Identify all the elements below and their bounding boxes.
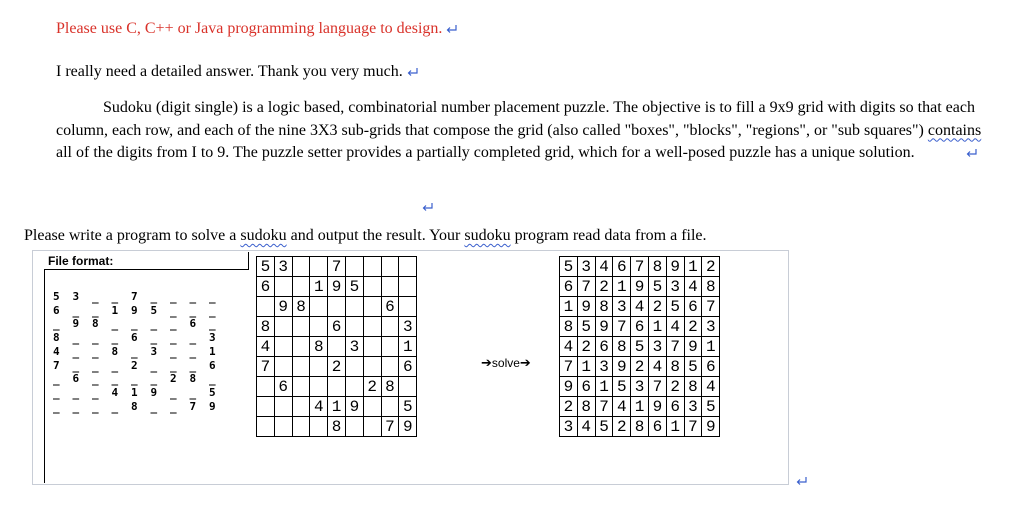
file-format-blank: _ bbox=[189, 345, 197, 359]
puzzle-cell bbox=[399, 277, 417, 297]
solution-cell: 1 bbox=[613, 277, 631, 297]
file-format-blank: _ bbox=[209, 373, 216, 387]
file-format-digit: 1 bbox=[111, 303, 119, 317]
puzzle-row bbox=[257, 417, 417, 437]
file-format-blank: _ bbox=[131, 373, 138, 387]
solution-cell: 4 bbox=[684, 277, 702, 297]
file-format-digit: 5 bbox=[150, 303, 158, 317]
file-format-block bbox=[44, 270, 250, 483]
solution-cell: 5 bbox=[613, 377, 631, 397]
file-format-digit: 6 bbox=[53, 303, 60, 317]
file-format-blank: _ bbox=[72, 345, 80, 359]
solution-cell: 3 bbox=[702, 317, 720, 337]
puzzle-cell bbox=[292, 257, 310, 277]
puzzle-cell: 7 bbox=[381, 417, 399, 437]
solution-cell: 5 bbox=[577, 317, 595, 337]
solution-row bbox=[560, 337, 720, 357]
paragraph-mark-icon bbox=[919, 142, 978, 165]
puzzle-cell bbox=[274, 317, 292, 337]
file-format-blank: _ bbox=[189, 304, 197, 318]
file-format-digit: 6 bbox=[72, 372, 80, 386]
solution-cell: 4 bbox=[666, 317, 684, 337]
solution-cell: 7 bbox=[595, 397, 613, 417]
solution-cell: 5 bbox=[631, 337, 649, 357]
puzzle-cell bbox=[292, 397, 310, 417]
file-format-blank: _ bbox=[92, 345, 99, 359]
puzzle-cell bbox=[381, 397, 399, 417]
paragraph-mark-icon bbox=[446, 20, 458, 38]
puzzle-cell bbox=[310, 357, 328, 377]
puzzle-cell bbox=[381, 257, 399, 277]
file-format-digit: 8 bbox=[111, 344, 119, 358]
puzzle-cell bbox=[399, 377, 417, 397]
solution-cell: 6 bbox=[613, 257, 631, 277]
file-format-digit: 8 bbox=[189, 372, 197, 386]
puzzle-cell: 6 bbox=[381, 297, 399, 317]
file-format-digit: 8 bbox=[92, 317, 99, 331]
file-format-blank: _ bbox=[111, 291, 119, 304]
solution-cell: 2 bbox=[595, 277, 613, 297]
file-format-blank: _ bbox=[111, 359, 119, 373]
puzzle-row bbox=[257, 297, 417, 317]
solution-cell: 6 bbox=[577, 377, 595, 397]
task-line bbox=[24, 227, 707, 245]
puzzle-cell bbox=[363, 357, 381, 377]
puzzle-cell bbox=[310, 257, 328, 277]
puzzle-cell: 3 bbox=[399, 317, 417, 337]
file-format-digit: 7 bbox=[53, 358, 60, 372]
file-format-digit: 7 bbox=[131, 290, 138, 303]
file-format-blank: _ bbox=[150, 332, 158, 346]
paragraph-mark-icon bbox=[407, 63, 419, 81]
solution-cell: 2 bbox=[648, 297, 666, 317]
file-format-blank: _ bbox=[53, 373, 60, 387]
solution-row bbox=[560, 277, 720, 297]
solution-cell: 1 bbox=[666, 417, 684, 437]
solution-row bbox=[560, 357, 720, 377]
solution-cell: 5 bbox=[560, 257, 578, 277]
puzzle-cell bbox=[292, 357, 310, 377]
solution-cell: 1 bbox=[560, 297, 578, 317]
solution-row bbox=[560, 297, 720, 317]
file-format-digit: 1 bbox=[209, 344, 216, 358]
solve-arrow: ➔solve➔ bbox=[481, 355, 531, 370]
file-format-digit: 9 bbox=[209, 399, 216, 413]
puzzle-cell bbox=[274, 277, 292, 297]
solution-cell: 1 bbox=[684, 257, 702, 277]
puzzle-cell: 9 bbox=[274, 297, 292, 317]
puzzle-grid bbox=[256, 256, 417, 437]
file-format-blank: _ bbox=[189, 359, 197, 373]
file-format-digit: 8 bbox=[53, 331, 60, 345]
puzzle-cell bbox=[292, 337, 310, 357]
puzzle-cell bbox=[292, 317, 310, 337]
solution-cell: 6 bbox=[666, 397, 684, 417]
puzzle-cell bbox=[381, 277, 399, 297]
file-format-line bbox=[45, 331, 250, 344]
solution-row bbox=[560, 257, 720, 277]
puzzle-cell bbox=[310, 317, 328, 337]
puzzle-row bbox=[257, 277, 417, 297]
file-format-blank: _ bbox=[72, 386, 80, 400]
solution-cell: 4 bbox=[613, 397, 631, 417]
description-text-1: Sudoku (digit single) is a logic based, combinatorial number placement puzzle. The objective is to fill a 9x9 grid with digits so that each column, each row, and each of the nine 3X3 sub-grids that compose the grid (also called "boxes", "blocks", "regions", or "sub squares") bbox=[56, 99, 975, 139]
puzzle-cell bbox=[257, 417, 275, 437]
puzzle-cell bbox=[363, 417, 381, 437]
solution-cell: 7 bbox=[613, 317, 631, 337]
solution-cell: 2 bbox=[560, 397, 578, 417]
puzzle-cell: 5 bbox=[345, 277, 363, 297]
paragraph-mark-icon bbox=[422, 198, 434, 216]
solution-cell: 9 bbox=[684, 337, 702, 357]
puzzle-cell bbox=[399, 257, 417, 277]
puzzle-cell bbox=[363, 317, 381, 337]
solution-cell: 1 bbox=[631, 397, 649, 417]
puzzle-cell bbox=[257, 397, 275, 417]
file-format-blank: _ bbox=[72, 332, 80, 346]
solution-cell: 9 bbox=[702, 417, 720, 437]
detail-line bbox=[56, 63, 419, 81]
file-format-blank: _ bbox=[92, 332, 99, 346]
file-format-blank: _ bbox=[170, 345, 177, 359]
file-format-blank: _ bbox=[92, 304, 99, 318]
puzzle-cell bbox=[345, 297, 363, 317]
file-format-blank: _ bbox=[131, 345, 138, 359]
puzzle-cell bbox=[381, 317, 399, 337]
file-format-digit: 5 bbox=[209, 385, 216, 399]
file-format-blank: _ bbox=[170, 359, 177, 373]
file-format-blank: _ bbox=[92, 386, 99, 400]
solution-cell: 9 bbox=[666, 257, 684, 277]
solution-cell: 7 bbox=[666, 337, 684, 357]
solution-cell: 5 bbox=[648, 277, 666, 297]
solution-cell: 4 bbox=[631, 297, 649, 317]
puzzle-cell bbox=[363, 277, 381, 297]
file-format-blank: _ bbox=[111, 332, 119, 346]
file-format-digit: 9 bbox=[72, 317, 80, 331]
request-text: Please use C, C++ or Java programming language to design. bbox=[56, 20, 443, 37]
file-format-digit: 3 bbox=[72, 290, 80, 303]
puzzle-cell: 9 bbox=[345, 397, 363, 417]
puzzle-cell bbox=[274, 357, 292, 377]
puzzle-cell bbox=[292, 417, 310, 437]
solution-cell: 5 bbox=[702, 397, 720, 417]
task-text-3: program read data from a file. bbox=[510, 227, 707, 244]
file-format-line bbox=[45, 345, 250, 358]
solution-cell: 4 bbox=[648, 357, 666, 377]
puzzle-row bbox=[257, 357, 417, 377]
puzzle-cell bbox=[399, 297, 417, 317]
puzzle-cell: 7 bbox=[257, 357, 275, 377]
file-format-blank: _ bbox=[111, 318, 119, 332]
puzzle-cell: 6 bbox=[399, 357, 417, 377]
solve-label: solve bbox=[491, 356, 520, 370]
puzzle-cell: 8 bbox=[310, 337, 328, 357]
file-format-blank: _ bbox=[150, 359, 158, 373]
solution-cell: 1 bbox=[648, 317, 666, 337]
puzzle-cell bbox=[363, 397, 381, 417]
puzzle-row bbox=[257, 257, 417, 277]
solution-cell: 6 bbox=[684, 297, 702, 317]
file-format-line bbox=[45, 400, 250, 413]
puzzle-cell bbox=[310, 377, 328, 397]
puzzle-cell: 8 bbox=[381, 377, 399, 397]
solution-cell: 9 bbox=[631, 277, 649, 297]
puzzle-cell bbox=[328, 377, 346, 397]
file-format-digit: 6 bbox=[131, 331, 138, 345]
description-contains-word: contains bbox=[927, 121, 982, 139]
file-format-blank: _ bbox=[170, 304, 177, 318]
figure-return-mark bbox=[792, 472, 808, 490]
file-format-digit: 6 bbox=[189, 317, 197, 331]
file-format-blank: _ bbox=[92, 400, 99, 414]
puzzle-cell bbox=[310, 417, 328, 437]
puzzle-cell bbox=[363, 257, 381, 277]
puzzle-cell: 8 bbox=[292, 297, 310, 317]
puzzle-cell: 5 bbox=[399, 397, 417, 417]
solution-cell: 6 bbox=[560, 277, 578, 297]
file-format-blank: _ bbox=[53, 400, 60, 414]
file-format-line bbox=[45, 290, 250, 303]
puzzle-cell: 8 bbox=[328, 417, 346, 437]
file-format-blank: _ bbox=[92, 359, 99, 373]
file-format-blank: _ bbox=[72, 359, 80, 373]
puzzle-cell: 3 bbox=[345, 337, 363, 357]
file-format-blank: _ bbox=[189, 291, 197, 304]
file-format-line bbox=[45, 372, 250, 385]
request-line bbox=[56, 20, 458, 38]
solution-cell: 8 bbox=[702, 277, 720, 297]
file-format-blank: _ bbox=[189, 332, 197, 346]
file-format-blank: _ bbox=[53, 386, 60, 400]
solution-cell: 8 bbox=[613, 337, 631, 357]
solution-cell: 8 bbox=[666, 357, 684, 377]
file-format-digit: 4 bbox=[111, 385, 119, 399]
file-format-digit: 5 bbox=[53, 290, 60, 303]
file-format-label: File format: bbox=[44, 252, 249, 270]
puzzle-row bbox=[257, 337, 417, 357]
file-format-line bbox=[45, 304, 250, 317]
task-text-2: and output the result. Your bbox=[286, 227, 465, 244]
solution-cell: 2 bbox=[613, 417, 631, 437]
solution-cell: 3 bbox=[666, 277, 684, 297]
puzzle-cell bbox=[328, 297, 346, 317]
puzzle-row bbox=[257, 397, 417, 417]
puzzle-cell: 2 bbox=[328, 357, 346, 377]
solution-cell: 6 bbox=[631, 317, 649, 337]
solution-cell: 3 bbox=[613, 297, 631, 317]
solution-cell: 4 bbox=[577, 417, 595, 437]
solution-cell: 8 bbox=[631, 417, 649, 437]
puzzle-cell bbox=[328, 337, 346, 357]
file-format-blank: _ bbox=[209, 304, 216, 318]
puzzle-cell bbox=[345, 357, 363, 377]
solution-cell: 8 bbox=[577, 397, 595, 417]
file-format-line bbox=[45, 386, 250, 399]
puzzle-cell: 1 bbox=[399, 337, 417, 357]
puzzle-cell: 8 bbox=[257, 317, 275, 337]
solution-cell: 6 bbox=[702, 357, 720, 377]
file-format-line bbox=[45, 359, 250, 372]
detail-text: I really need a detailed answer. Thank you very much. bbox=[56, 63, 403, 80]
puzzle-cell: 4 bbox=[310, 397, 328, 417]
empty-paragraph bbox=[418, 198, 434, 216]
file-format-digit: 4 bbox=[53, 344, 60, 358]
task-sudoku-word: sudoku bbox=[464, 227, 511, 244]
file-format-blank: _ bbox=[209, 291, 216, 304]
file-format-blank: _ bbox=[92, 291, 99, 304]
puzzle-cell bbox=[257, 297, 275, 317]
solution-cell: 1 bbox=[595, 377, 613, 397]
solution-cell: 3 bbox=[577, 257, 595, 277]
file-format-line bbox=[45, 317, 250, 330]
solution-cell: 1 bbox=[577, 357, 595, 377]
puzzle-cell: 1 bbox=[310, 277, 328, 297]
file-format-digit: 7 bbox=[189, 399, 197, 413]
solution-cell: 3 bbox=[631, 377, 649, 397]
solution-cell: 8 bbox=[648, 257, 666, 277]
puzzle-cell bbox=[363, 337, 381, 357]
solution-cell: 2 bbox=[666, 377, 684, 397]
puzzle-cell bbox=[257, 377, 275, 397]
file-format-digit: 6 bbox=[209, 358, 216, 372]
solution-cell: 5 bbox=[684, 357, 702, 377]
task-text-1: Please write a program to solve a bbox=[24, 227, 241, 244]
file-format-blank: _ bbox=[170, 386, 177, 400]
solution-cell: 8 bbox=[560, 317, 578, 337]
file-format-blank: _ bbox=[170, 400, 177, 414]
file-format-digit: 8 bbox=[131, 399, 138, 413]
solution-cell: 2 bbox=[684, 317, 702, 337]
description-text-2: all of the digits from I to 9. The puzzle setter provides a partially completed grid, which for a well-posed puzzle has a unique solution. bbox=[56, 144, 915, 161]
file-format-blank: _ bbox=[150, 291, 158, 304]
file-format-digit: 2 bbox=[170, 372, 177, 386]
puzzle-cell bbox=[345, 317, 363, 337]
solution-cell: 9 bbox=[595, 317, 613, 337]
file-format-blank: _ bbox=[170, 291, 177, 304]
solution-cell: 2 bbox=[702, 257, 720, 277]
solution-cell: 7 bbox=[684, 417, 702, 437]
puzzle-cell bbox=[381, 337, 399, 357]
solution-cell: 6 bbox=[595, 337, 613, 357]
puzzle-cell: 9 bbox=[399, 417, 417, 437]
file-format-blank: _ bbox=[92, 373, 99, 387]
file-format-blank: _ bbox=[53, 318, 60, 332]
solution-cell: 7 bbox=[648, 377, 666, 397]
solution-cell: 4 bbox=[702, 377, 720, 397]
solution-row bbox=[560, 377, 720, 397]
file-format-blank: _ bbox=[72, 400, 80, 414]
solution-row bbox=[560, 397, 720, 417]
file-format-digit: 3 bbox=[209, 331, 216, 345]
file-format-blank: _ bbox=[150, 318, 158, 332]
puzzle-cell bbox=[345, 417, 363, 437]
file-format-blank: _ bbox=[72, 304, 80, 318]
file-format-blank: _ bbox=[209, 318, 216, 332]
solution-cell: 4 bbox=[560, 337, 578, 357]
solution-cell: 5 bbox=[595, 417, 613, 437]
puzzle-cell: 2 bbox=[363, 377, 381, 397]
file-format-blank: _ bbox=[150, 373, 158, 387]
solution-cell: 3 bbox=[560, 417, 578, 437]
solution-cell: 2 bbox=[631, 357, 649, 377]
file-format-digit: 2 bbox=[131, 358, 138, 372]
file-format-blank: _ bbox=[150, 400, 158, 414]
description-paragraph bbox=[56, 97, 986, 165]
puzzle-row bbox=[257, 317, 417, 337]
puzzle-cell: 4 bbox=[257, 337, 275, 357]
solution-cell: 4 bbox=[595, 257, 613, 277]
solution-cell: 3 bbox=[648, 337, 666, 357]
solution-cell: 9 bbox=[613, 357, 631, 377]
solution-cell: 8 bbox=[684, 377, 702, 397]
solution-cell: 5 bbox=[666, 297, 684, 317]
puzzle-cell bbox=[345, 257, 363, 277]
puzzle-cell: 6 bbox=[328, 317, 346, 337]
solution-cell: 9 bbox=[577, 297, 595, 317]
solution-cell: 2 bbox=[577, 337, 595, 357]
file-format-blank: _ bbox=[111, 373, 119, 387]
puzzle-cell bbox=[363, 297, 381, 317]
solution-cell: 8 bbox=[595, 297, 613, 317]
puzzle-cell bbox=[274, 397, 292, 417]
solution-cell: 7 bbox=[577, 277, 595, 297]
solution-row bbox=[560, 417, 720, 437]
file-format-blank: _ bbox=[189, 386, 197, 400]
solution-cell: 9 bbox=[560, 377, 578, 397]
puzzle-cell: 1 bbox=[328, 397, 346, 417]
file-format-blank: _ bbox=[170, 332, 177, 346]
puzzle-cell: 3 bbox=[274, 257, 292, 277]
solution-cell: 1 bbox=[702, 337, 720, 357]
solution-cell: 7 bbox=[631, 257, 649, 277]
file-format-blank: _ bbox=[131, 318, 138, 332]
puzzle-cell: 5 bbox=[257, 257, 275, 277]
solution-grid bbox=[559, 256, 720, 437]
puzzle-cell bbox=[292, 377, 310, 397]
paragraph-mark-icon bbox=[796, 472, 808, 490]
puzzle-cell bbox=[345, 377, 363, 397]
file-format-digit: 3 bbox=[150, 344, 158, 358]
file-format-blank: _ bbox=[111, 400, 119, 414]
puzzle-cell bbox=[274, 337, 292, 357]
solution-cell: 3 bbox=[684, 397, 702, 417]
solution-cell: 7 bbox=[702, 297, 720, 317]
file-format-blank: _ bbox=[170, 318, 177, 332]
solution-row bbox=[560, 317, 720, 337]
puzzle-cell: 6 bbox=[257, 277, 275, 297]
file-format-digit: 9 bbox=[150, 385, 158, 399]
puzzle-cell bbox=[381, 357, 399, 377]
file-format-digit: 9 bbox=[131, 303, 138, 317]
solution-cell: 7 bbox=[560, 357, 578, 377]
puzzle-row bbox=[257, 377, 417, 397]
puzzle-cell bbox=[274, 417, 292, 437]
task-sudoku-word: sudoku bbox=[240, 227, 287, 244]
puzzle-cell: 6 bbox=[274, 377, 292, 397]
solution-cell: 9 bbox=[648, 397, 666, 417]
puzzle-cell bbox=[310, 297, 328, 317]
puzzle-cell: 7 bbox=[328, 257, 346, 277]
puzzle-cell bbox=[292, 277, 310, 297]
solution-cell: 3 bbox=[595, 357, 613, 377]
file-format-digit: 1 bbox=[131, 385, 138, 399]
solution-cell: 6 bbox=[648, 417, 666, 437]
puzzle-cell: 9 bbox=[328, 277, 346, 297]
